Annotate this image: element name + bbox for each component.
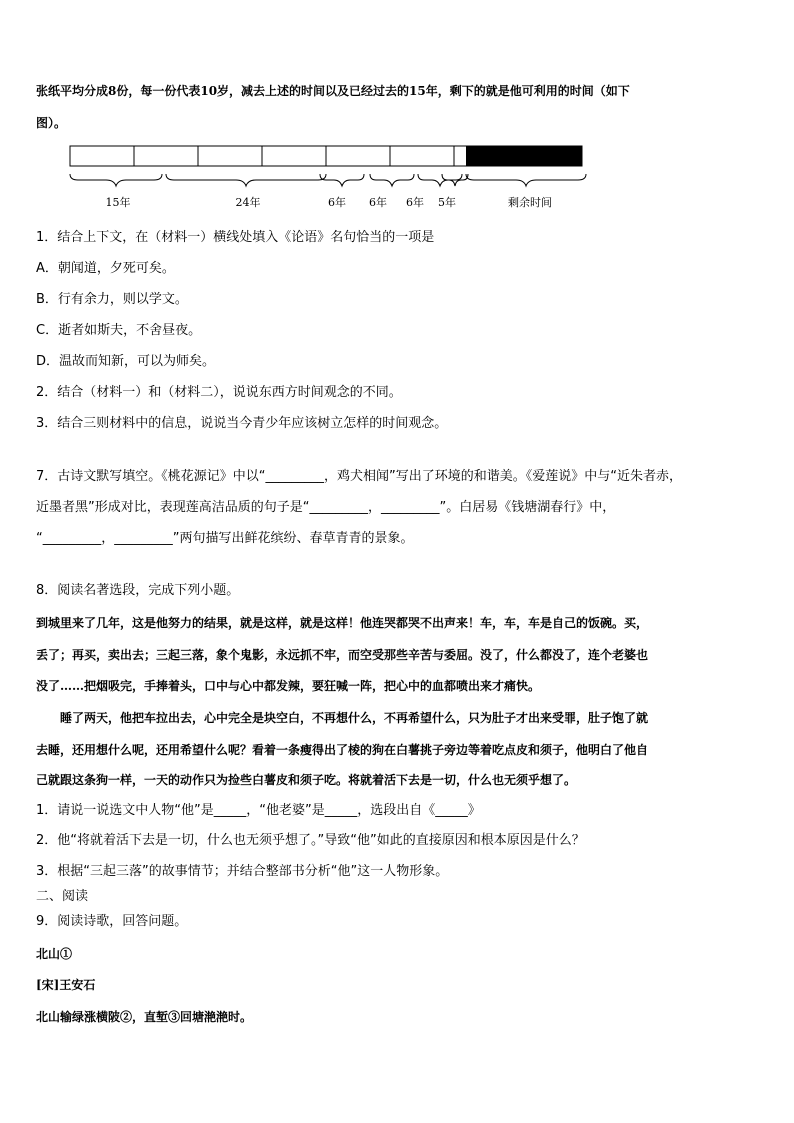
timeline-label-remaining: 剩余时间 <box>508 196 552 209</box>
timeline-label-15: 15年 <box>105 196 131 209</box>
excerpt-p1-line-3: 没了……把烟吸完，手捧着头，口中与心中都发辣，要狂喊一阵，把心中的血都喷出来才痛快。 <box>36 679 541 693</box>
q8-sub-1: 1．请说一说选文中人物“他”是_____，“他老婆”是_____，选段出自《_____》 <box>36 803 481 818</box>
intro-line-1: 张纸平均分成8份，每一份代表10岁，减去上述的时间以及已经过去的15年，剩下的就是他可利用的时间（如下 <box>36 84 630 98</box>
option-a: A．朝闻道，夕死可矣。 <box>36 261 175 276</box>
poem-author: [宋]王安石 <box>36 978 96 992</box>
option-c: C．逝者如斯夫，不舍昼夜。 <box>36 323 202 338</box>
q7-line-2: 近墨者黑”形成对比，表现莲高洁品质的句子是“_________，_________”。白居易《钱塘湖春行》中， <box>36 500 616 515</box>
section-heading: 二、阅读 <box>36 889 89 904</box>
excerpt-p2-line-2: 去睡，还用想什么呢，还用希望什么呢？看着一条瘦得出了棱的狗在白薯挑子旁边等着吃点皮和须子，他明白了他自 <box>36 743 649 757</box>
poem-line-1: 北山输绿涨横陂②，直堑③回塘滟滟时。 <box>36 1010 253 1024</box>
q7-line-1: 7．古诗文默写填空。《桃花源记》中以“_________，鸡犬相闻”写出了环境的和谐美。《爱莲说》中与“近朱者赤， <box>36 469 682 484</box>
q8-sub-2: 2．他“将就着活下去是一切，什么也无须乎想了。”导致“他”如此的直接原因和根本原因是什么？ <box>36 833 585 848</box>
q8-sub-3: 3．根据“三起三落”的故事情节；并结合整部书分析“他”这一人物形象。 <box>36 864 449 879</box>
excerpt-p1-line-1: 到城里来了几年，这是他努力的结果，就是这样，就是这样！他连哭都哭不出声来！车，车，车是自己的饭碗。买， <box>36 616 649 630</box>
question-3: 3．结合三则材料中的信息，说说当今青少年应该树立怎样的时间观念。 <box>36 416 448 431</box>
excerpt-p1-line-2: 丢了；再买，卖出去；三起三落，象个鬼影，永远抓不牢，而空受那些辛苦与委屈。没了，什么都没了，连个老婆也 <box>36 648 649 662</box>
timeline-label-5: 5年 <box>438 196 456 209</box>
intro-line-2: 图）。 <box>36 116 67 130</box>
poem-title: 北山① <box>36 947 73 961</box>
q7-line-3: “_________，_________”两句描写出鲜花缤纷、春草青青的景象。 <box>36 531 414 546</box>
question-2: 2．结合（材料一）和（材料二），说说东西方时间观念的不同。 <box>36 385 402 400</box>
question-1: 1．结合上下文，在（材料一）横线处填入《论语》名句恰当的一项是 <box>36 230 435 245</box>
excerpt-p2-line-3: 己就跟这条狗一样，一天的动作只为捡些白薯皮和须子吃。将就着活下去是一切，什么也无须乎想了。 <box>36 773 577 787</box>
timeline-label-24: 24年 <box>235 196 261 209</box>
timeline-label-6a: 6年 <box>328 196 346 209</box>
timeline-label-6b: 6年 <box>369 196 387 209</box>
timeline-diagram <box>60 136 590 216</box>
timeline-remaining-block <box>466 146 582 166</box>
q8-title: 8．阅读名著选段，完成下列小题。 <box>36 583 240 598</box>
excerpt-p2-line-1: 睡了两天，他把车拉出去，心中完全是块空白，不再想什么，不再希望什么，只为肚子才出来受罪，肚子饱了就 <box>60 711 649 725</box>
question-9: 9．阅读诗歌，回答问题。 <box>36 914 188 929</box>
timeline-label-6c: 6年 <box>406 196 424 209</box>
option-b: B．行有余力，则以学文。 <box>36 292 188 307</box>
option-d: D．温故而知新，可以为师矣。 <box>36 354 216 369</box>
